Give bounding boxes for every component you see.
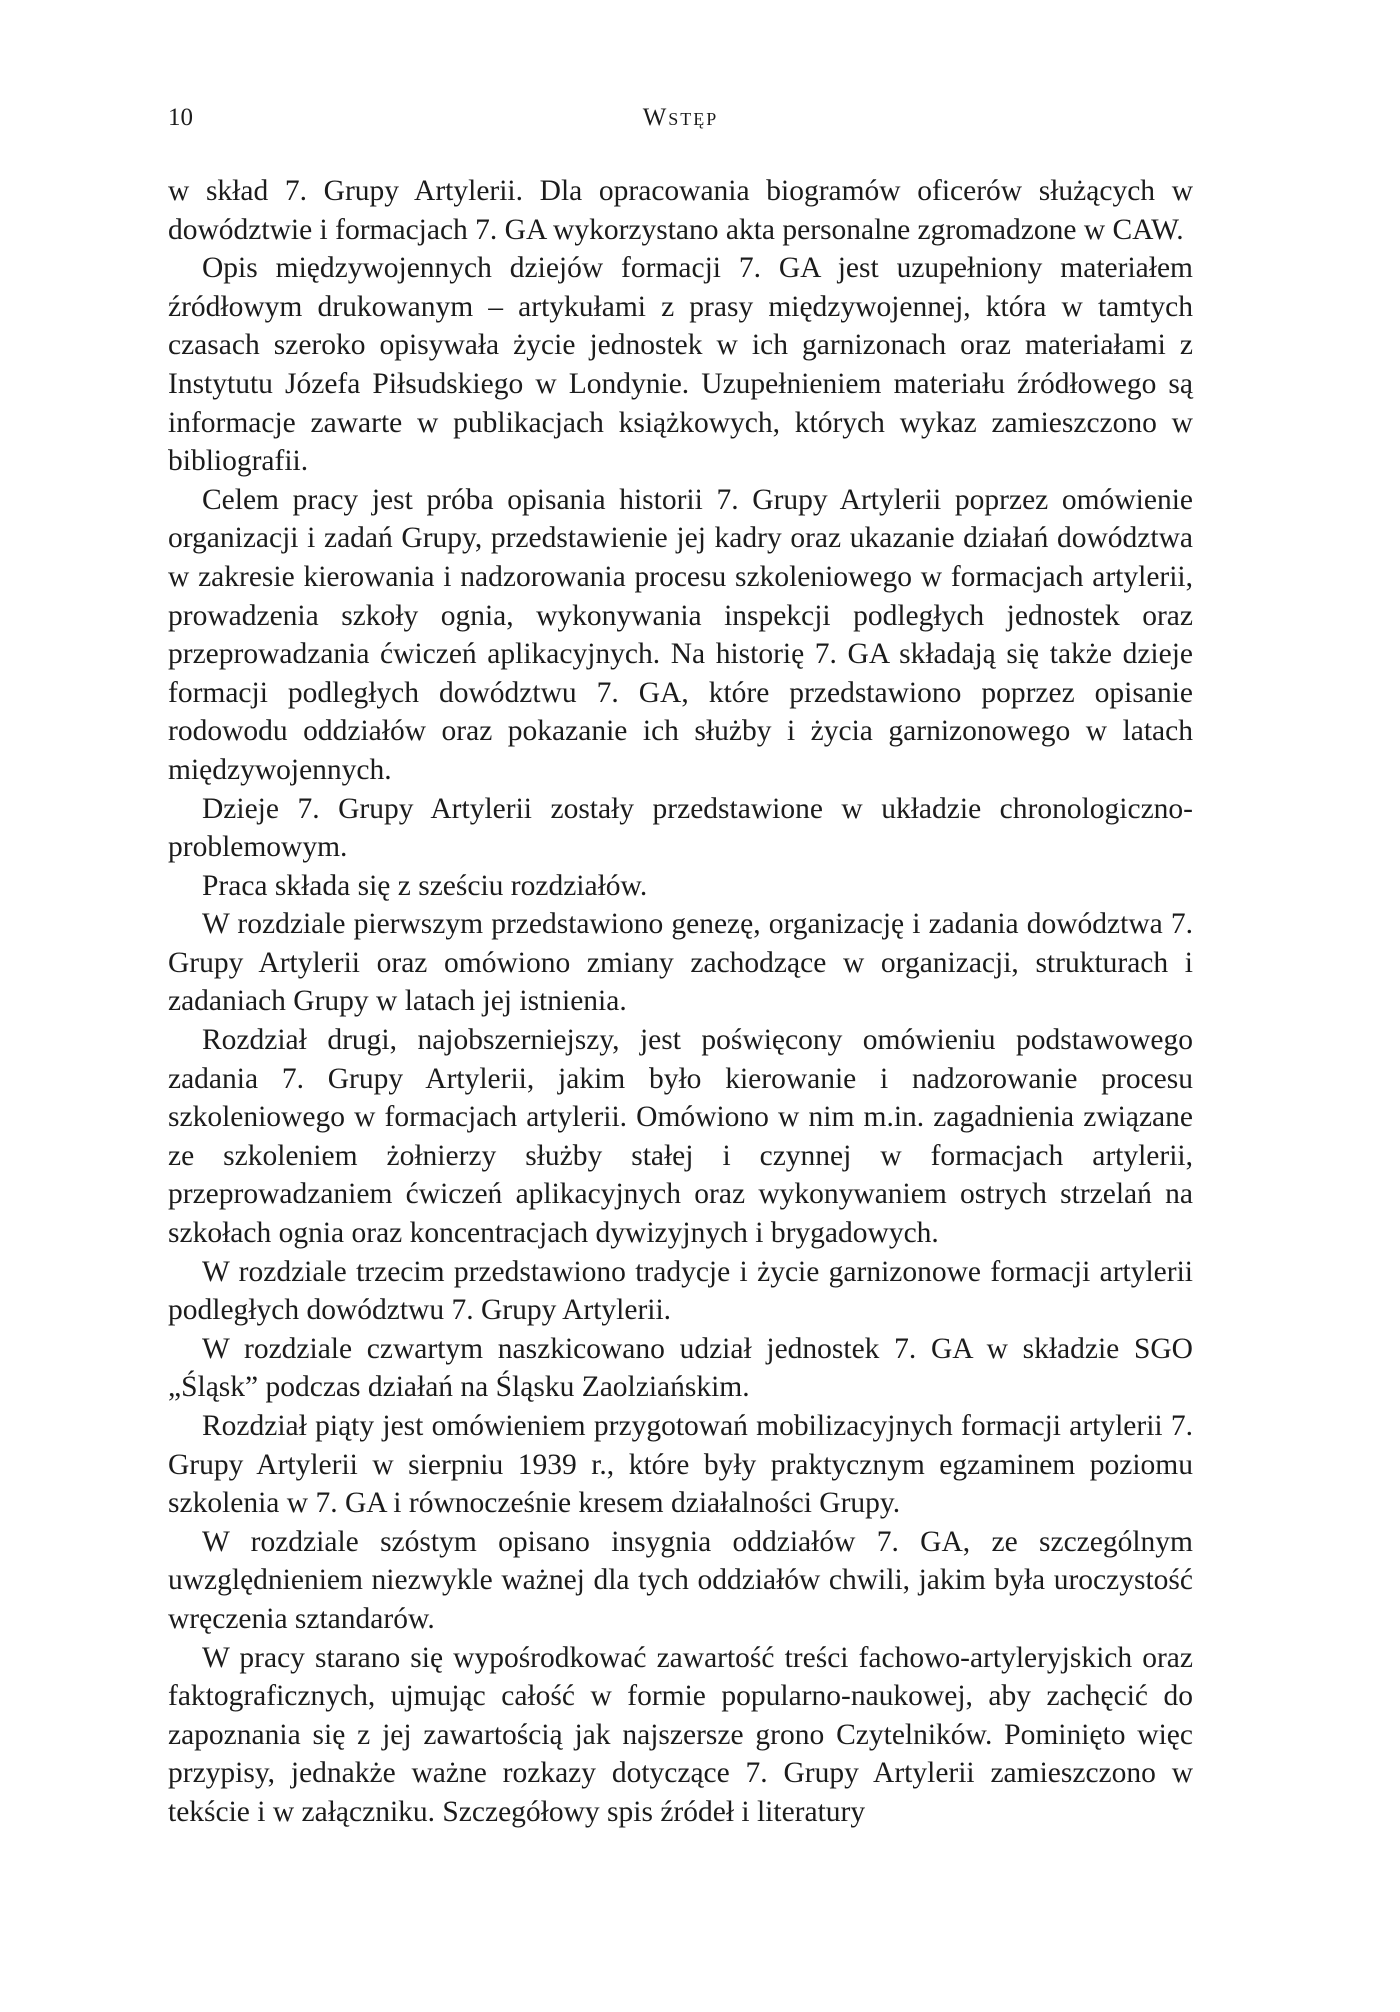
paragraph: W rozdziale trzecim przedstawiono tradycje i życie garnizonowe formacji artylerii podległych dowództwu 7. Grupy Artylerii. [168,1255,1193,1327]
page-number: 10 [168,104,193,131]
paragraph: W pracy starano się wypośrodkować zawartość treści fachowo-artyleryjskich oraz faktograficznych, ujmując całość w formie popularno-naukowej, aby zachęcić do zapoznania się z jej zawartością jak najszersze grono Czytelników. Pominięto więc przypisy, jednakże ważne rozkazy dotyczące 7. Grupy Artylerii zamieszczono w tekście i w załączniku. Szczegółowy spis źródeł i literatury [168,1641,1193,1828]
paragraph: W rozdziale czwartym naszkicowano udział jednostek 7. GA w składzie SGO „Śląsk” podczas działań na Śląsku Zaolziańskim. [168,1332,1193,1404]
paragraph: Opis międzywojennych dziejów formacji 7. GA jest uzupełniony materiałem źródłowym drukowanym – artykułami z prasy międzywojennej, która w tamtych czasach szeroko opisywała życie jednostek w ich garnizonach oraz materiałami z Instytutu Józefa Piłsudskiego w Londynie. Uzupełnieniem materiału źródłowego są informacje zawarte w publikacjach książkowych, których wykaz zamieszczono w bibliografii. [168,252,1193,478]
paragraph: Rozdział piąty jest omówieniem przygotowań mobilizacyjnych formacji artylerii 7. Grupy Artylerii w sierpniu 1939 r., które były praktycznym egzaminem poziomu szkolenia w 7. GA i równocześnie kresem działalności Grupy. [168,1410,1193,1520]
paragraph: W rozdziale szóstym opisano insygnia oddziałów 7. GA, ze szczególnym uwzględnieniem niezwykle ważnej dla tych oddziałów chwili, jakim była uroczystość wręczenia sztandarów. [168,1525,1193,1635]
paragraph: Praca składa się z sześciu rozdziałów. [202,869,648,902]
paragraph: w skład 7. Grupy Artylerii. Dla opracowania biogramów oficerów służących w dowództwie i formacjach 7. GA wykorzystano akta personalne zgromadzone w CAW. [168,175,1193,246]
paragraph: Dzieje 7. Grupy Artylerii zostały przedstawione w układzie chronologiczno-problemowym. [168,792,1193,864]
paragraph: W rozdziale pierwszym przedstawiono genezę, organizację i zadania dowództwa 7. Grupy Artylerii oraz omówiono zmiany zachodzące w organizacji, strukturach i zadaniach Grupy w latach jej istnienia. [168,908,1193,1018]
paragraph: Celem pracy jest próba opisania historii 7. Grupy Artylerii poprzez omówienie organizacji i zadań Grupy, przedstawienie jej kadry oraz ukazanie działań dowództwa w zakresie kierowania i nadzorowania procesu szkoleniowego w formacjach artylerii, prowadzenia szkoły ognia, wykonywania inspekcji podległych jednostek oraz przeprowadzania ćwiczeń aplikacyjnych. Na historię 7. GA składają się także dzieje formacji podległych dowództwu 7. GA, które przedstawiono poprzez opisanie rodowodu oddziałów oraz pokazanie ich służby i życia garnizonowego w latach międzywojennych. [168,483,1193,786]
running-title: Wstęp [642,104,719,131]
running-head [168,100,1193,136]
paragraph: Rozdział drugi, najobszerniejszy, jest poświęcony omówieniu podstawowego zadania 7. Grupy Artylerii, jakim było kierowanie i nadzorowanie procesu szkoleniowego w formacjach artylerii. Omówiono w nim m.in. zagadnienia związane ze szkoleniem żołnierzy służby stałej i czynnej w formacjach artylerii, przeprowadzaniem ćwiczeń aplikacyjnych oraz wykonywaniem ostrych strzelań na szkołach ognia oraz koncentracjach dywizyjnych i brygadowych. [168,1024,1193,1250]
body-text [168,172,1193,1832]
